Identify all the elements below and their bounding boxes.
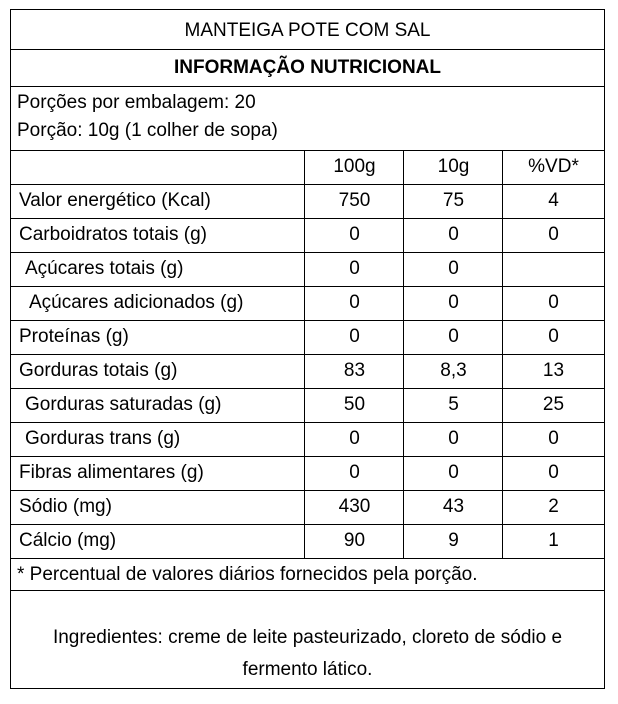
value-vd: 0: [548, 428, 559, 449]
value-100g: 0: [349, 292, 360, 313]
value-vd: 1: [548, 530, 559, 551]
ingredients-line-2: fermento lático.: [242, 659, 373, 680]
nutrient-name: Cálcio (mg): [19, 530, 117, 551]
value-10g: 5: [448, 394, 459, 415]
value-vd: 0: [548, 462, 559, 483]
divider: [11, 590, 604, 591]
panel-title: INFORMAÇÃO NUTRICIONAL: [173, 57, 442, 78]
nutrient-name: Açúcares adicionados (g): [29, 292, 244, 313]
value-10g: 0: [448, 462, 459, 483]
value-100g: 0: [349, 326, 360, 347]
serving-size: Porção: 10g (1 colher de sopa): [17, 120, 278, 141]
value-10g: 9: [448, 530, 459, 551]
value-100g: 0: [349, 258, 360, 279]
ingredients-line-1: Ingredientes: creme de leite pasteurizado, cloreto de sódio e: [52, 627, 563, 648]
value-vd: 25: [542, 394, 565, 415]
divider: [11, 86, 604, 87]
nutrient-name: Gorduras totais (g): [19, 360, 178, 381]
nutrient-name: Proteínas (g): [19, 326, 129, 347]
nutrient-name: Valor energético (Kcal): [19, 190, 211, 211]
value-100g: 430: [338, 496, 371, 517]
value-10g: 8,3: [440, 360, 467, 381]
value-100g: 90: [343, 530, 366, 551]
nutrition-label: [10, 9, 605, 689]
value-vd: 0: [548, 224, 559, 245]
value-10g: 0: [448, 258, 459, 279]
nutrient-name: Carboidratos totais (g): [19, 224, 207, 245]
value-vd: 2: [548, 496, 559, 517]
value-10g: 0: [448, 428, 459, 449]
row-divider: [11, 558, 604, 559]
product-name: MANTEIGA POTE COM SAL: [184, 20, 431, 41]
nutrient-name: Gorduras trans (g): [25, 428, 181, 449]
column-header-100g: 100g: [333, 156, 376, 177]
nutrient-name: Fibras alimentares (g): [19, 462, 204, 483]
value-10g: 0: [448, 326, 459, 347]
nutrient-name: Gorduras saturadas (g): [25, 394, 222, 415]
value-10g: 0: [448, 224, 459, 245]
servings-per-package: Porções por embalagem: 20: [17, 92, 256, 113]
value-100g: 0: [349, 428, 360, 449]
column-header-10g: 10g: [437, 156, 470, 177]
column-header-vd: %VD*: [528, 156, 579, 177]
divider: [11, 49, 604, 50]
value-vd: 13: [542, 360, 565, 381]
value-100g: 0: [349, 224, 360, 245]
footnote: * Percentual de valores diários fornecidos pela porção.: [17, 564, 478, 585]
value-100g: 83: [343, 360, 366, 381]
nutrient-name: Sódio (mg): [19, 496, 112, 517]
value-100g: 50: [343, 394, 366, 415]
value-vd: 0: [548, 292, 559, 313]
value-100g: 750: [338, 190, 371, 211]
value-100g: 0: [349, 462, 360, 483]
value-10g: 75: [442, 190, 465, 211]
value-vd: 4: [548, 190, 559, 211]
nutrient-name: Açúcares totais (g): [25, 258, 184, 279]
value-10g: 43: [442, 496, 465, 517]
value-10g: 0: [448, 292, 459, 313]
value-vd: 0: [548, 326, 559, 347]
